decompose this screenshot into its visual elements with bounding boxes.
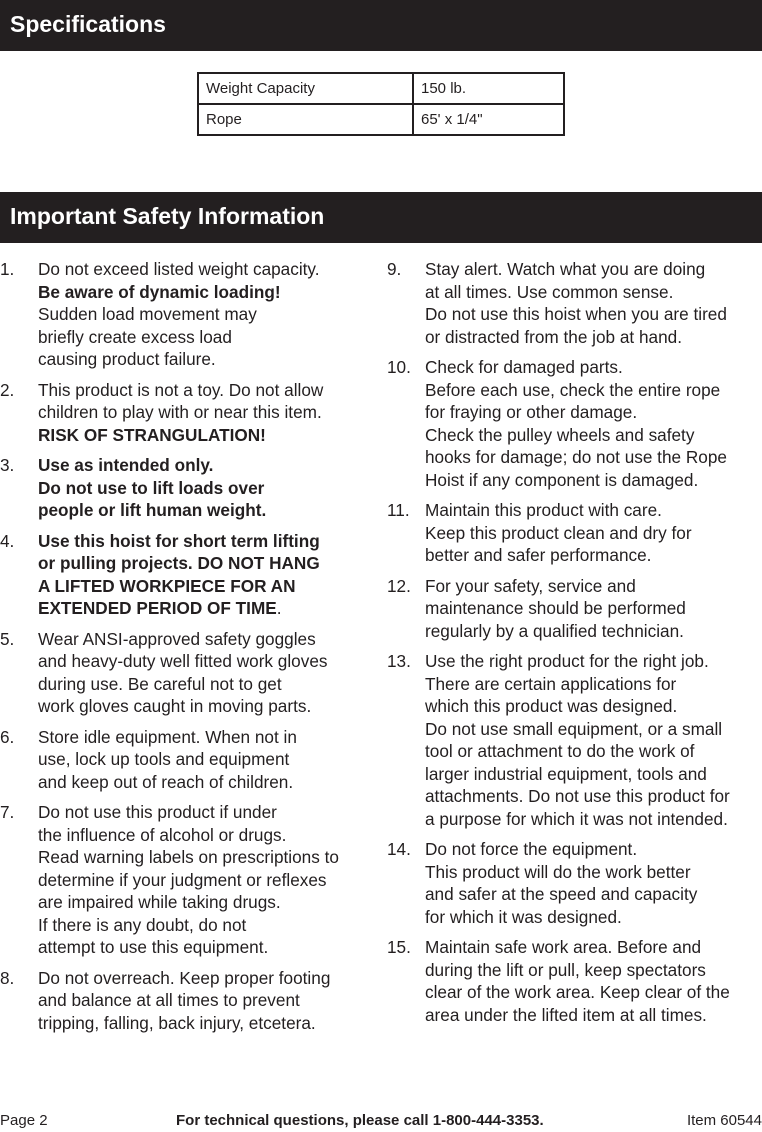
item-line (38, 771, 372, 794)
list-item (387, 499, 762, 567)
item-line (425, 499, 762, 522)
spec-value: 65' x 1/4" (413, 104, 564, 135)
item-line-text: Check the pulley wheels and safety (425, 424, 695, 445)
item-line (38, 575, 372, 598)
item-line (38, 914, 372, 937)
item-line (425, 281, 762, 304)
item-line-text: Maintain this product with care. (425, 500, 662, 520)
item-line-text: RISK OF STRANGULATION! (38, 424, 266, 445)
item-line (38, 891, 372, 914)
item-line (425, 936, 762, 959)
item-line-text: Keep this product clean and dry for (425, 522, 692, 543)
item-line-text: which this product was designed. (425, 696, 678, 716)
item-line-text: causing product failure. (38, 349, 216, 369)
spec-label: Rope (198, 104, 413, 135)
item-line-text: larger industrial equipment, tools and (425, 763, 707, 784)
item-line-text: people or lift human weight. (38, 500, 267, 520)
item-line-text: and safer at the speed and capacity (425, 884, 698, 904)
item-line (425, 785, 762, 808)
tech-support-note: For technical questions, please call 1-800-444-3353. (176, 1112, 544, 1129)
item-line (38, 401, 372, 424)
item-number-label: 1. (0, 259, 15, 279)
item-line (38, 628, 372, 651)
item-line (38, 967, 372, 990)
item-line-text: are impaired while taking drugs. (38, 892, 281, 912)
item-line-text: A LIFTED WORKPIECE FOR AN (38, 575, 296, 596)
list-item (0, 628, 372, 718)
item-line-text: This product will do the work better (425, 861, 691, 882)
safety-heading: Important Safety Information (0, 192, 762, 243)
item-line-text: and balance at all times to prevent (38, 990, 300, 1010)
item-line-text: Check for damaged parts. (425, 357, 623, 377)
item-line-text: area under the lifted item at all times. (425, 1004, 707, 1025)
item-line (425, 544, 762, 567)
item-number-label: 15. (387, 937, 411, 957)
item-line (425, 838, 762, 861)
item-line (425, 763, 762, 786)
item-line-text: Do not use to lift loads over (38, 477, 265, 498)
specifications-table (197, 72, 565, 136)
item-line (38, 326, 372, 349)
item-line-text: and heavy-duty well fitted work gloves (38, 651, 328, 671)
item-line-text: Use the right product for the right job. (425, 651, 709, 671)
item-line (38, 726, 372, 749)
item-line-text: Stay alert. Watch what you are doing (425, 259, 706, 279)
item-line-text: There are certain applications for (425, 673, 677, 694)
item-number-label: 9. (387, 259, 402, 279)
list-item (0, 530, 372, 620)
list-item (0, 258, 372, 371)
item-number-label: 8. (0, 967, 15, 988)
item-line (425, 1004, 762, 1027)
item-line-text: For your safety, service and (425, 575, 636, 596)
item-line (425, 650, 762, 673)
item-line-text: the influence of alcohol or drugs. (38, 824, 287, 845)
item-line-text: Do not exceed listed weight capacity. (38, 259, 320, 279)
item-line (38, 477, 372, 500)
item-line (425, 597, 762, 620)
item-line-text: tool or attachment to do the work of (425, 741, 695, 761)
item-line-text: maintenance should be performed (425, 598, 686, 618)
item-line-text: Do not use small equipment, or a small (425, 718, 723, 739)
list-item (387, 936, 762, 1026)
list-item (387, 258, 762, 348)
item-line (38, 552, 372, 575)
item-line-text: attempt to use this equipment. (38, 937, 269, 957)
item-line (425, 379, 762, 402)
item-line-text: Before each use, check the entire rope (425, 379, 721, 400)
item-line (425, 959, 762, 982)
item-line (425, 808, 762, 831)
item-line-text: better and safer performance. (425, 545, 652, 565)
item-line-text: Wear ANSI-approved safety goggles (38, 628, 316, 649)
item-line (425, 883, 762, 906)
item-line-text: at all times. Use common sense. (425, 281, 674, 302)
table-row (198, 73, 564, 104)
item-line-text: work gloves caught in moving parts. (38, 696, 312, 716)
item-line (38, 673, 372, 696)
item-line (425, 356, 762, 379)
item-line-text: use, lock up tools and equipment (38, 749, 290, 769)
item-number-label: 12. (387, 575, 411, 596)
list-item (387, 356, 762, 491)
item-line-text: or pulling projects. DO NOT HANG (38, 553, 320, 573)
item-line (425, 258, 762, 281)
table-row (198, 104, 564, 135)
item-line (425, 424, 762, 447)
item-line-text: Maintain safe work area. Before and (425, 937, 702, 957)
specifications-heading: Specifications (0, 0, 762, 51)
item-number-label: 2. (0, 379, 15, 400)
item-line-text: children to play with or near this item. (38, 402, 322, 422)
item-line-text: Use this hoist for short term lifting (38, 530, 320, 551)
item-line (425, 446, 762, 469)
spec-label: Weight Capacity (198, 73, 413, 104)
item-line (38, 348, 372, 371)
item-number: Item 60544 (686, 1112, 762, 1129)
item-number-label: 6. (0, 726, 15, 747)
item-line-text: determine if your judgment or reflexes (38, 869, 327, 890)
item-line (38, 258, 372, 281)
item-line (38, 869, 372, 892)
list-item (0, 454, 372, 522)
safety-list-right (387, 258, 762, 1034)
item-line-text: for fraying or other damage. (425, 402, 638, 422)
item-line (38, 281, 372, 304)
item-line-text: attachments. Do not use this product for (425, 786, 730, 806)
item-line-text: Sudden load movement may (38, 304, 257, 324)
list-item (387, 650, 762, 830)
list-item (387, 838, 762, 928)
item-number-label: 3. (0, 455, 15, 475)
item-number-label: 7. (0, 802, 15, 822)
item-line-text: tripping, falling, back injury, etcetera. (38, 1012, 316, 1033)
item-line (38, 303, 372, 326)
item-line (38, 748, 372, 771)
item-line (425, 695, 762, 718)
item-line-text: Do not use this hoist when you are tired (425, 304, 727, 324)
item-line (425, 620, 762, 643)
item-number-label: 4. (0, 530, 15, 551)
item-line (38, 824, 372, 847)
item-line (425, 673, 762, 696)
item-line (425, 981, 762, 1004)
item-line-text: during use. Be careful not to get (38, 673, 282, 694)
item-line-text: Use as intended only. (38, 455, 214, 475)
item-number-label: 14. (387, 839, 411, 859)
item-number-label: 10. (387, 357, 411, 377)
item-line (425, 740, 762, 763)
item-line-text: Hoist if any component is damaged. (425, 469, 699, 490)
item-line (38, 1012, 372, 1035)
item-line-text: during the lift or pull, keep spectators (425, 959, 706, 980)
item-line-text: Be aware of dynamic loading! (38, 281, 281, 302)
item-line (425, 522, 762, 545)
item-line-text: and keep out of reach of children. (38, 771, 294, 792)
item-line-tail: . (276, 598, 282, 618)
item-line-text: Store idle equipment. When not in (38, 726, 297, 747)
item-line (425, 861, 762, 884)
item-line (38, 650, 372, 673)
list-item (0, 801, 372, 959)
item-line (38, 424, 372, 447)
item-line-text: Read warning labels on prescriptions to (38, 847, 339, 867)
item-number-label: 5. (0, 628, 15, 649)
item-line (38, 530, 372, 553)
item-line-text: for which it was designed. (425, 906, 622, 927)
list-item (0, 726, 372, 794)
item-line (425, 906, 762, 929)
item-line-text: briefly create excess load (38, 326, 232, 347)
spec-value: 150 lb. (413, 73, 564, 104)
page-footer (0, 1112, 762, 1132)
page-number: Page 2 (0, 1112, 48, 1129)
item-line-text: hooks for damage; do not use the Rope (425, 447, 727, 467)
item-line-text: Do not use this product if under (38, 802, 277, 822)
item-line (38, 695, 372, 718)
item-line (38, 597, 372, 620)
item-line (38, 454, 372, 477)
item-line (38, 936, 372, 959)
item-line-text: clear of the work area. Keep clear of the (425, 982, 730, 1002)
list-item (0, 379, 372, 447)
item-line-text: EXTENDED PERIOD OF TIME (38, 598, 277, 618)
item-number-label: 13. (387, 651, 411, 671)
item-number-label: 11. (387, 500, 410, 520)
item-line (425, 401, 762, 424)
item-line (425, 326, 762, 349)
item-line (425, 303, 762, 326)
item-line-text: or distracted from the job at hand. (425, 326, 682, 347)
item-line (38, 499, 372, 522)
item-line-text: If there is any doubt, do not (38, 914, 247, 935)
safety-list-left (0, 258, 372, 1042)
item-line (38, 846, 372, 869)
list-item (387, 575, 762, 643)
item-line (38, 989, 372, 1012)
item-line (38, 379, 372, 402)
item-line (38, 801, 372, 824)
list-item (0, 967, 372, 1035)
item-line (425, 575, 762, 598)
item-line-text: Do not force the equipment. (425, 839, 638, 859)
item-line (425, 718, 762, 741)
item-line-text: regularly by a qualified technician. (425, 620, 684, 641)
item-line-text: This product is not a toy. Do not allow (38, 379, 324, 400)
item-line-text: Do not overreach. Keep proper footing (38, 967, 331, 988)
item-line-text: a purpose for which it was not intended. (425, 808, 728, 829)
item-line (425, 469, 762, 492)
